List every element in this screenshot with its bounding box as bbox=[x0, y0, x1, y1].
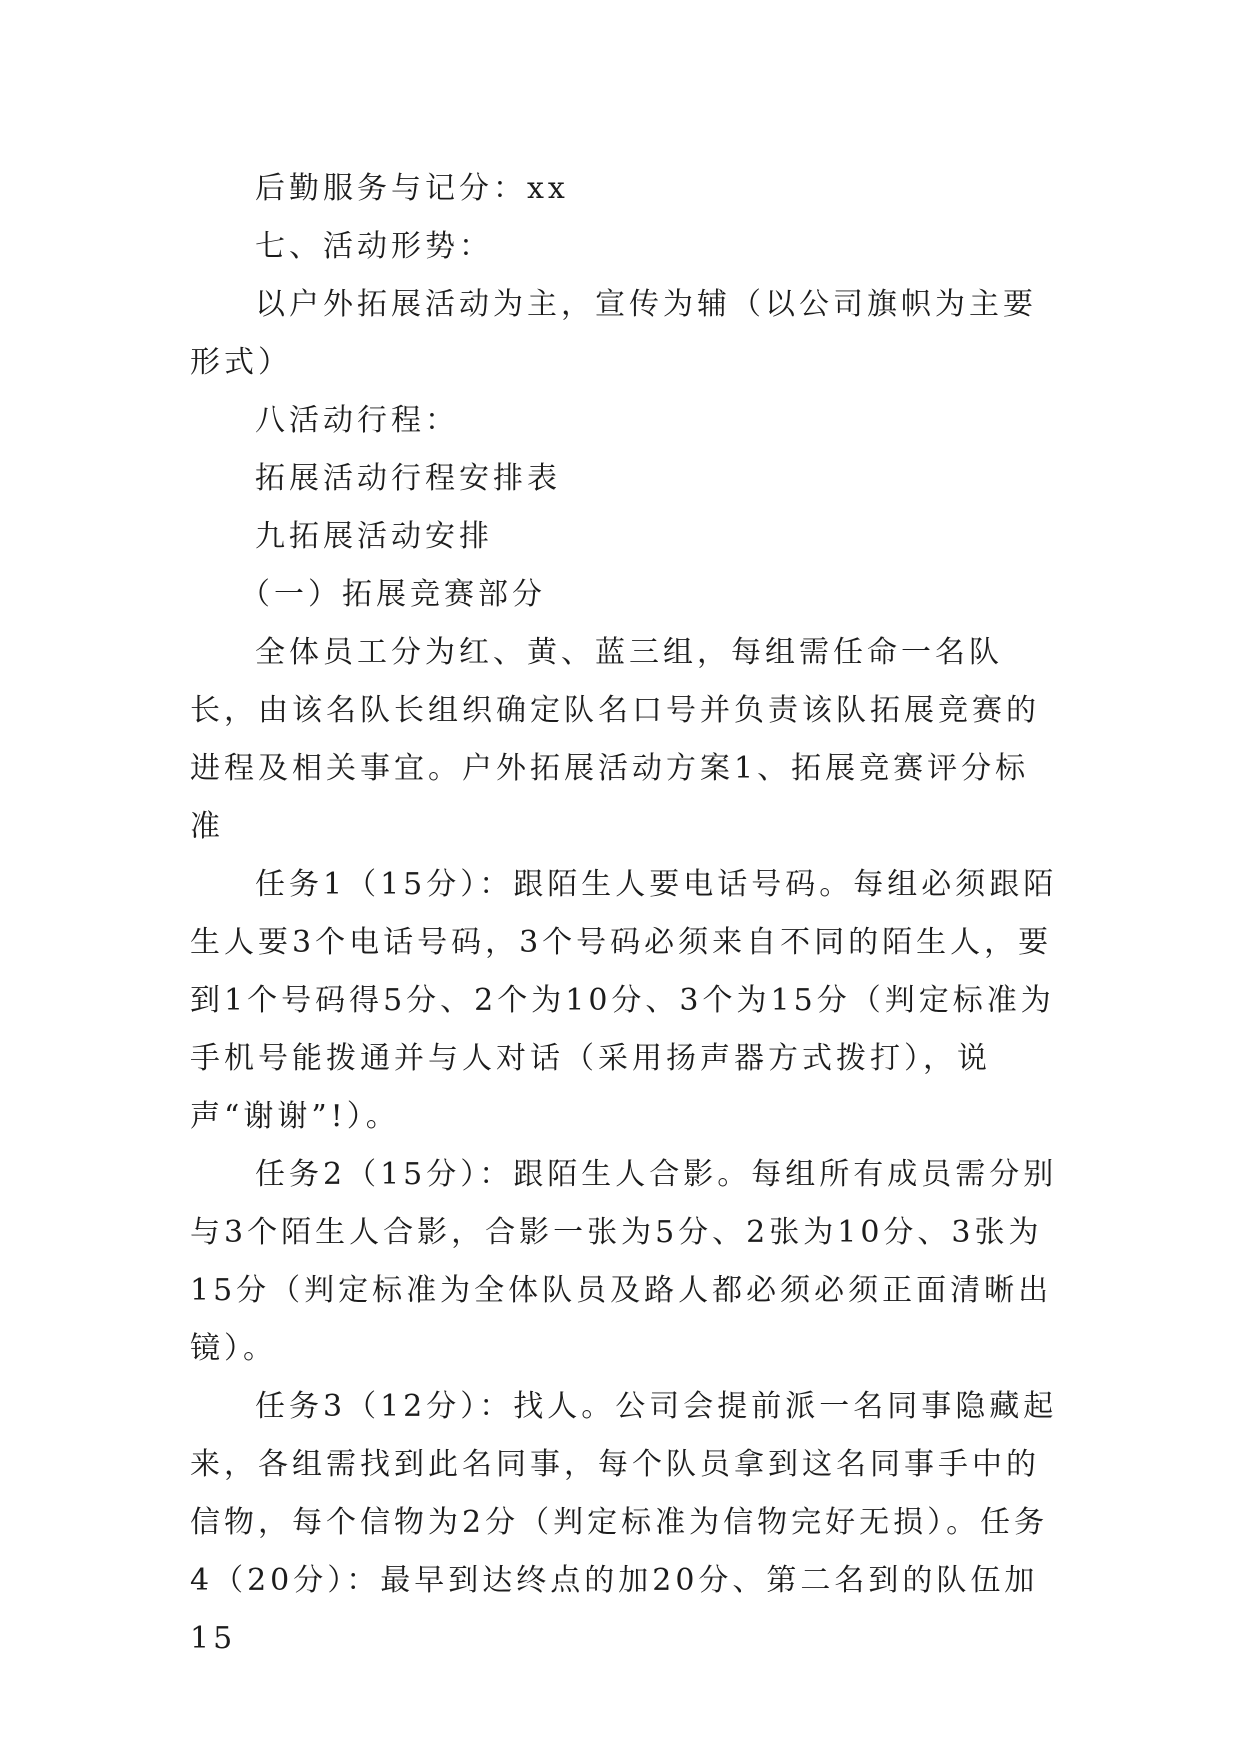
paragraph-task-2: 任务2（15分）：跟陌生人合影。每组所有成员需分别与3个陌生人合影，合影一张为5分、2张为10分、3张为15分（判定标准为全体队员及路人都必须必须正面清晰出镜）。 bbox=[190, 1157, 1058, 1366]
document-body bbox=[190, 160, 1060, 1668]
paragraph-schedule-table-title: 拓展活动行程安排表 bbox=[255, 461, 561, 496]
paragraph-logistics: 后勤服务与记分：xx bbox=[255, 171, 569, 206]
paragraph-activity-form: 以户外拓展活动为主，宣传为辅（以公司旗帜为主要形式） bbox=[190, 287, 1037, 380]
paragraph-section-7-heading: 七、活动形势： bbox=[255, 229, 493, 264]
paragraph-section-8-heading: 八活动行程： bbox=[255, 403, 459, 438]
paragraph-section-9-heading: 九拓展活动安排 bbox=[255, 519, 493, 554]
paragraph-subsection-1-heading: （一）拓展竞赛部分 bbox=[240, 577, 546, 612]
paragraph-team-division: 全体员工分为红、黄、蓝三组，每组需任命一名队长，由该名队长组织确定队名口号并负责该队拓展竞赛的进程及相关事宜。户外拓展活动方案1、拓展竞赛评分标准 bbox=[190, 635, 1040, 844]
paragraph-task-1: 任务1（15分）：跟陌生人要电话号码。每组必须跟陌生人要3个电话号码，3个号码必须来自不同的陌生人，要到1个号码得5分、2个为10分、3个为15分（判定标准为手机号能拨通并与人对话（采用扬声器方式拨打），说声“谢谢”!）。 bbox=[190, 867, 1058, 1134]
paragraph-task-3-4: 任务3（12分）：找人。公司会提前派一名同事隐藏起来，各组需找到此名同事，每个队员拿到这名同事手中的信物，每个信物为2分（判定标准为信物完好无损）。任务4（20分）：最早到达终点的加20分、第二名到的队伍加15 bbox=[190, 1389, 1058, 1656]
